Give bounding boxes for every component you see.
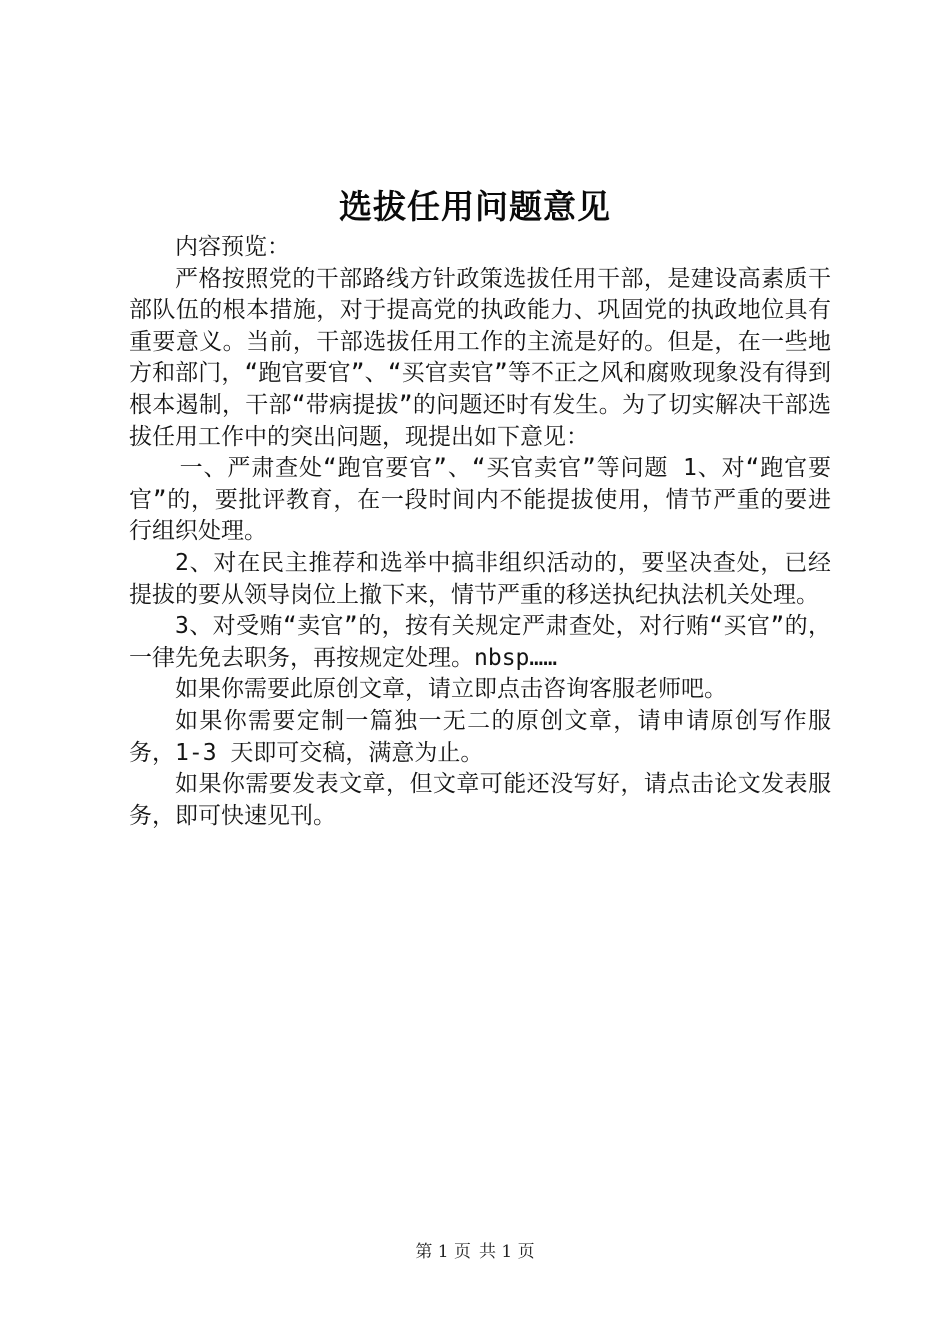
item-1-paragraph: 一、严肃查处“跑官要官”、“买官卖官”等问题 1、对“跑官要官”的，要批评教育，在一段时间内不能提拔使用，情节严重的要进行组织处理。 [129, 455, 831, 545]
document-title: 选拔任用问题意见 [339, 187, 611, 226]
page-number-total: 共 1 页 [479, 1242, 535, 1262]
page-footer [0, 1240, 950, 1264]
notice-consult-paragraph: 如果你需要此原创文章，请立即点击咨询客服老师吧。 [175, 676, 727, 703]
item-3-paragraph: 3、对受贿“卖官”的，按有关规定严肃查处，对行贿“买官”的，一律先免去职务，再按规定处理。nbsp…… [129, 613, 831, 671]
item-2-paragraph: 2、对在民主推荐和选举中搞非组织活动的，要坚决查处，已经提拔的要从领导岗位上撤下来，情节严重的移送执纪执法机关处理。 [129, 549, 831, 608]
intro-paragraph: 严格按照党的干部路线方针政策选拔任用干部，是建设高素质干部队伍的根本措施，对于提高党的执政能力、巩固党的执政地位具有重要意义。当前，干部选拔任用工作的主流是好的。但是，在一些地方和部门，“跑官要官”、“买官卖官”等不正之风和腐败现象没有得到根本遏制，干部“带病提拔”的问题还时有发生。为了切实解决干部选拔任用工作中的突出问题，现提出如下意见： [129, 265, 831, 450]
notice-custom-writing-paragraph: 如果你需要定制一篇独一无二的原创文章，请申请原创写作服务，1-3 天即可交稿，满意为止。 [129, 707, 831, 766]
page-number-current: 第 1 页 [415, 1242, 471, 1262]
preview-label: 内容预览： [175, 234, 290, 260]
document-body [129, 232, 831, 832]
notice-publish-paragraph: 如果你需要发表文章，但文章可能还没写好，请点击论文发表服务，即可快速见刊。 [129, 771, 831, 829]
